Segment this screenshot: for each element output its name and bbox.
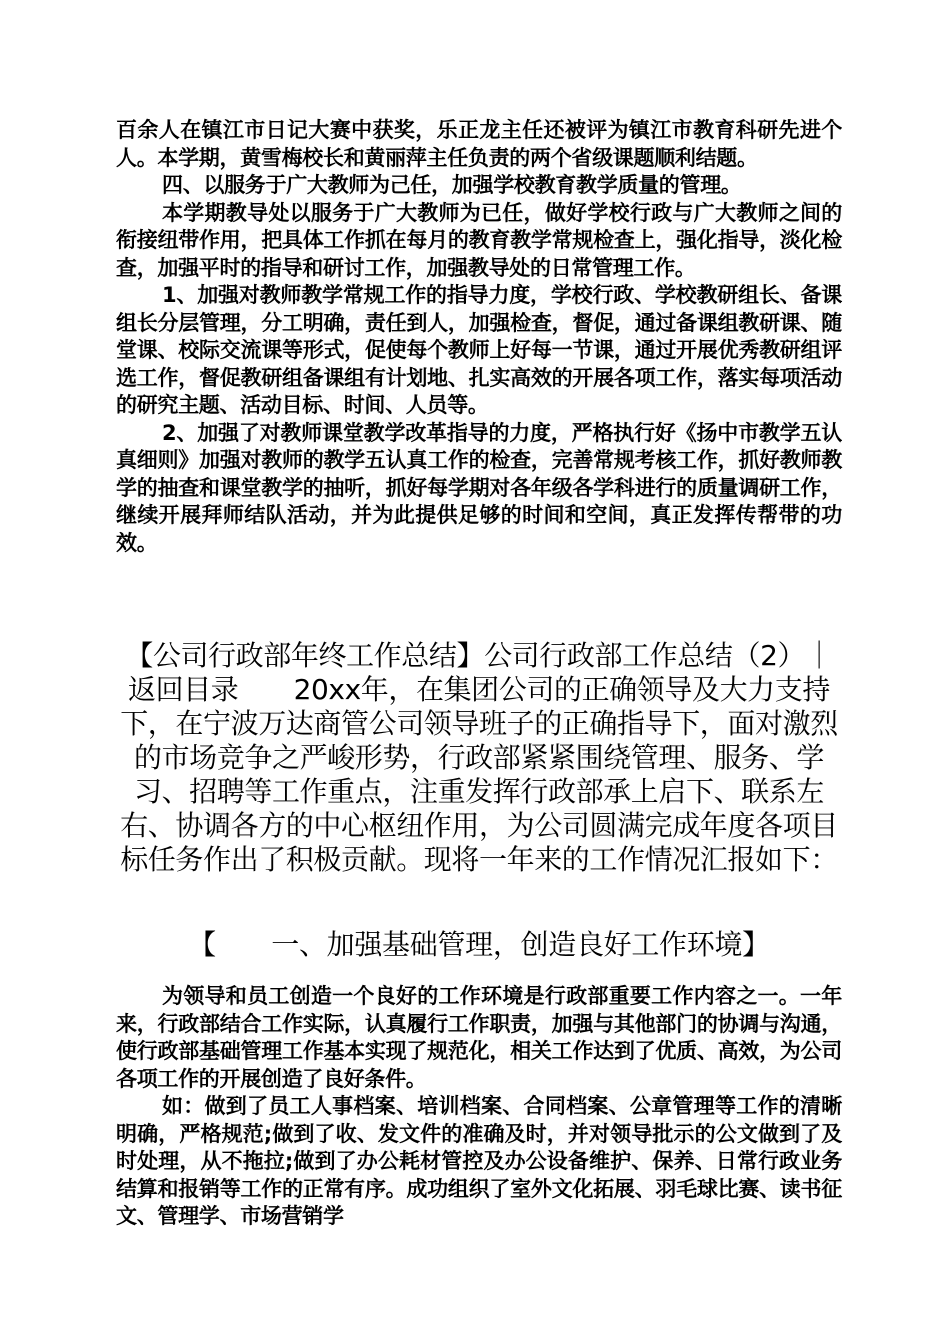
admin-report-body	[116, 983, 842, 1231]
paragraph-work-environment: 为领导和员工创造一个良好的工作环境是行政部重要工作内容之一。一年来，行政部结合工作实际，认真履行工作职责，加强与其他部门的协调与沟通，使行政部基础管理工作基本实现了规范化，相关工作达到了优质、高效，为公司各项工作的开展创造了良好条件。	[116, 984, 842, 1091]
paragraph-item-two: 2、加强了对教师课堂教学改革指导的力度，严格执行好《扬中市教学五认真细则》加强对教师的教学五认真工作的检查，完善常规考核工作，抓好教师教学的抽查和课堂教学的抽听，抓好每学期对各年级各学科进行的质量调研工作，继续开展拜师结队活动，并为此提供足够的时间和空间，真正发挥传帮带的功效。	[116, 420, 842, 555]
section-heading-four: 四、以服务于广大教师为己任，加强学校教育教学质量的管理。	[162, 173, 742, 197]
paragraph-teaching-office: 本学期教导处以服务于广大教师为已任，做好学校行政与广大教师之间的衔接纽带作用，把具体工作抓在每月的教育教学常规检查上，强化指导，淡化检查，加强平时的指导和研讨工作，加强教导处的日常管理工作。	[116, 200, 842, 280]
paragraph-research-awards: 百余人在镇江市日记大赛中获奖，乐正龙主任还被评为镇江市教育科研先进个人。本学期，黄雪梅校长和黄丽萍主任负责的两个省级课题顺利结题。	[116, 118, 842, 170]
section-heading-basic-management: 【 一、加强基础管理，创造良好工作环境】	[188, 928, 770, 961]
paragraph-admin-intro: 【公司行政部年终工作总结】公司行政部工作总结（2）｜返回目录 20xx年，在集团公司的正确领导及大力支持下，在宁波万达商管公司领导班子的正确指导下，面对激烈的市场竞争之严峻形势，行政部紧紧围绕管理、服务、学习、招聘等工作重点，注重发挥行政部承上启下、联系左右、协调各方的中心枢纽作用，为公司圆满完成年度各项目标任务作出了积极贡献。现将一年来的工作情况汇报如下：	[120, 639, 838, 876]
admin-report-intro	[116, 639, 842, 877]
paragraph-item-one: 1、加强对教师教学常规工作的指导力度，学校行政、学校教研组长、备课组长分层管理，分工明确，责任到人，加强检查，督促，通过备课组教研课、随堂课、校际交流课等形式，促使每个教师上好每一节课，通过开展优秀教研组评选工作，督促教研组备课组有计划地、扎实高效的开展各项工作，落实每项活动的研究主题、活动目标、时间、人员等。	[116, 283, 842, 417]
school-report-section	[116, 117, 842, 557]
paragraph-examples: 如：做到了员工人事档案、培训档案、合同档案、公章管理等工作的清晰明确，严格规范;做到了收、发文件的准确及时，并对领导批示的公文做到了及时处理，从不拖拉;做到了办公耗材管控及办公设备维护、保养、日常行政业务结算和报销等工作的正常有序。成功组织了室外文化拓展、羽毛球比赛、读书征文、管理学、市场营销学	[116, 1094, 842, 1228]
